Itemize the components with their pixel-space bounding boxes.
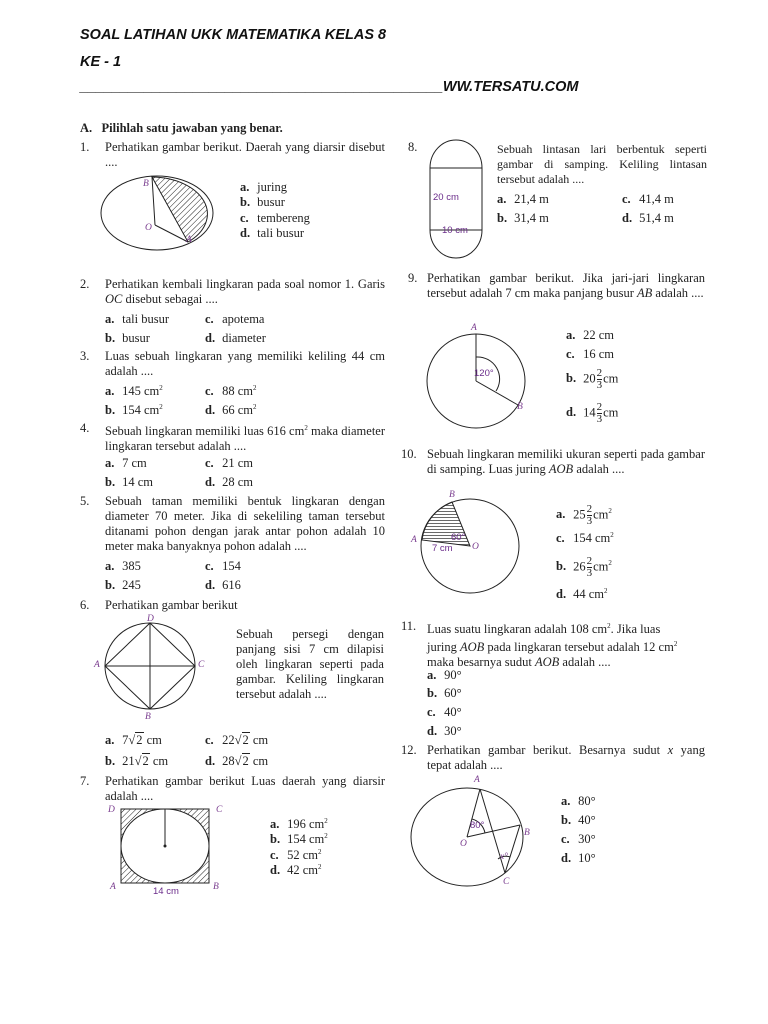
question-number: 12.	[401, 743, 417, 757]
question-text: Perhatikan kembali lingkaran pada soal nomor 1. Garis OC disebut sebagai ....	[105, 277, 385, 306]
option-a[interactable]: a. 80°	[561, 794, 596, 808]
option-c[interactable]: c. 16 cm	[566, 347, 615, 361]
question-text: Sebuah lingkaran memiliki ukuran seperti pada gambar di samping. Luas juring AOB adalah ....	[427, 447, 705, 476]
q10-label-angle: 60°	[451, 532, 466, 543]
q10-label-b: B	[449, 490, 455, 500]
option-c[interactable]: c. 21 cm	[205, 456, 254, 470]
question-text: Perhatikan gambar berikut Luas daerah yang diarsir adalah ....	[105, 774, 385, 803]
option-a[interactable]: a. 90°	[427, 668, 462, 682]
option-d[interactable]: d. diameter	[205, 331, 266, 345]
option-d[interactable]: d. 30°	[427, 724, 462, 738]
q6-side-text: Sebuah persegi dengan panjang sisi 7 cm dilapisi oleh lingkaran seperti pada gambar. Keliling lingkaran tersebut adalah ....	[236, 627, 384, 701]
option-c[interactable]: c. apotema	[205, 312, 265, 326]
q6-label-d: D	[147, 614, 154, 624]
option-a[interactable]: a. tali busur	[105, 312, 169, 326]
question-text: Perhatikan gambar berikut. Jika jari-jari lingkaran tersebut adalah 7 cm maka panjang busur AB adalah ....	[427, 271, 705, 300]
question-number: 8.	[408, 140, 418, 154]
fraction: $\frac{2}{3}$	[596, 401, 603, 425]
option-d[interactable]: d. 42 $cm^2$	[270, 863, 322, 878]
question-text: Sebuah taman memiliki bentuk lingkaran dengan diameter 70 meter. Jika di sekeliling taman tersebut ditanami pohon dengan jarak antar pohon adalah 10 meter maka banyaknya pohon adalah ....	[105, 494, 385, 553]
option-a[interactable]: a. 145 $cm^2$	[105, 384, 163, 399]
option-d[interactable]: d. 51,4 m	[622, 211, 674, 225]
q12-label-a: A	[474, 775, 480, 785]
question-number: 10.	[401, 447, 417, 461]
question-text: Sebuah lingkaran memiliki luas 616 $cm^2$ maka diameter lingkaran tersebut adalah ....	[105, 424, 386, 454]
q6-square-in-circle-diagram	[103, 622, 198, 712]
q8-label-width: 10 cm	[442, 225, 468, 236]
option-c[interactable]: c. 30°	[561, 832, 596, 846]
q1-label-b: B	[143, 179, 149, 189]
option-b[interactable]: b. 31,4 m	[497, 211, 549, 225]
sqrt-symbol: √2	[128, 733, 143, 747]
option-b[interactable]: b. busur	[105, 331, 150, 345]
question-text: Sebuah lintasan lari berbentuk seperti gambar di samping. Keliling lintasan tersebut adalah ....	[497, 142, 707, 186]
q7-label-b: B	[213, 882, 219, 892]
q12-label-x: x°	[500, 852, 509, 862]
option-c[interactable]: c. 40°	[427, 705, 462, 719]
question-text: Luas suatu lingkaran adalah 108 $cm^2$. Jika luas juring AOB pada lingkaran tersebut adalah 12 $cm^2$ maka besarnya sudut AOB adalah ....	[427, 622, 678, 670]
q10-label-a: A	[411, 535, 417, 545]
q7-label-c: C	[216, 805, 223, 815]
option-a[interactable]: a. 25 $\frac{2}{3}$ $cm^2$	[556, 503, 612, 527]
question-number: 6.	[80, 598, 90, 612]
option-d[interactable]: d. 10°	[561, 851, 596, 865]
question-text: Perhatikan gambar berikut. Besarnya sudut x yang tepat adalah ....	[427, 743, 705, 772]
option-b[interactable]: b. 26 $\frac{2}{3}$ $cm^2$	[556, 555, 612, 579]
option-b[interactable]: b. 14 cm	[105, 475, 154, 489]
option-d[interactable]: d. 28√2 cm	[205, 754, 269, 768]
question-text: Perhatikan gambar berikut. Daerah yang diarsir disebut ....	[105, 140, 385, 169]
option-c[interactable]: c. 154 $cm^2$	[556, 531, 614, 546]
header-rule: _____________________________________________	[80, 79, 443, 95]
option-b[interactable]: b. 154 $cm^2$	[105, 403, 163, 418]
question-text: Perhatikan gambar berikut	[105, 598, 238, 612]
option-d[interactable]: d. 616	[205, 578, 241, 592]
q1-label-o: O	[145, 223, 152, 233]
option-c[interactable]: c. 88 $cm^2$	[205, 384, 257, 399]
page-title: SOAL LATIHAN UKK MATEMATIKA KELAS 8	[80, 27, 387, 43]
option-a[interactable]: a. 196 $cm^2$	[270, 817, 328, 832]
q1-label-a: A	[186, 235, 192, 245]
question-number: 11.	[401, 619, 417, 633]
option-b[interactable]: b. 40°	[561, 813, 596, 827]
question-text: Luas sebuah lingkaran yang memiliki keliling 44 cm adalah ....	[105, 349, 385, 378]
option-b[interactable]: b. 245	[105, 578, 141, 592]
q9-label-b: B	[517, 402, 523, 412]
q7-label-side: 14 cm	[153, 886, 179, 897]
q12-label-angle: 80°	[470, 820, 485, 831]
option-a[interactable]: a. 7 cm	[105, 456, 147, 470]
sqrt-symbol: √2	[234, 733, 249, 747]
option-d[interactable]: d. 44 $cm^2$	[556, 587, 608, 602]
option-b[interactable]: b. busur	[240, 195, 285, 209]
q12-label-c: C	[503, 877, 510, 887]
q6-label-a: A	[94, 660, 100, 670]
option-d[interactable]: d. 28 cm	[205, 475, 254, 489]
question-number: 2.	[80, 277, 90, 291]
question-number: 4.	[80, 421, 90, 435]
q6-label-c: C	[198, 660, 205, 670]
option-a[interactable]: a. juring	[240, 180, 287, 194]
fraction: $\frac{2}{3}$	[586, 503, 593, 527]
fraction: $\frac{2}{3}$	[596, 367, 603, 391]
option-d[interactable]: d. tali busur	[240, 226, 304, 240]
option-c[interactable]: c. 154	[205, 559, 241, 573]
option-a[interactable]: a. 7√2 cm	[105, 733, 162, 747]
option-b[interactable]: b. 154 $cm^2$	[270, 832, 328, 847]
option-b[interactable]: b. 21√2 cm	[105, 754, 169, 768]
option-c[interactable]: c. 41,4 m	[622, 192, 674, 206]
q12-inscribed-angle-diagram	[410, 787, 525, 887]
sqrt-symbol: √2	[234, 754, 249, 768]
q7-label-d: D	[108, 805, 115, 815]
question-number: 3.	[80, 349, 90, 363]
option-b[interactable]: b. 20 $\frac{2}{3}$ cm	[566, 367, 619, 391]
site-url: WW.TERSATU.COM	[442, 79, 579, 95]
q12-label-b: B	[524, 828, 530, 838]
question-number: 5.	[80, 494, 90, 508]
q7-label-a: A	[110, 882, 116, 892]
section-label: A.	[80, 121, 93, 135]
sqrt-symbol: √2	[134, 754, 149, 768]
option-c[interactable]: c. 52 $cm^2$	[270, 848, 322, 863]
q10-label-radius: 7 cm	[432, 543, 453, 554]
option-b[interactable]: b. 60°	[427, 686, 462, 700]
option-a[interactable]: a. 22 cm	[566, 328, 615, 342]
question-number: 9.	[408, 271, 418, 285]
option-c[interactable]: c. 22√2 cm	[205, 733, 269, 747]
page-subtitle: KE - 1	[80, 54, 122, 70]
fraction: $\frac{2}{3}$	[586, 555, 593, 579]
question-number: 7.	[80, 774, 90, 788]
option-d[interactable]: d. 14 $\frac{2}{3}$ cm	[566, 401, 619, 425]
question-number: 1.	[80, 140, 90, 154]
q12-label-o: O	[460, 839, 467, 849]
q10-label-o: O	[472, 542, 479, 552]
q8-label-length: 20 cm	[433, 192, 459, 203]
section-heading	[80, 121, 283, 136]
option-c[interactable]: c. tembereng	[240, 211, 310, 225]
q9-sector-diagram	[426, 333, 526, 429]
header-rule-line	[80, 79, 578, 95]
q6-label-b: B	[145, 712, 151, 722]
q7-circle-in-square-diagram	[120, 808, 210, 884]
q1-circle-diagram	[100, 175, 215, 255]
option-a[interactable]: a. 385	[105, 559, 141, 573]
q9-label-angle: 120°	[474, 368, 494, 379]
option-a[interactable]: a. 21,4 m	[497, 192, 549, 206]
q9-label-a: A	[471, 323, 477, 333]
option-d[interactable]: d. 66 $cm^2$	[205, 403, 257, 418]
section-instruction: Pilihlah satu jawaban yang benar.	[101, 121, 283, 135]
